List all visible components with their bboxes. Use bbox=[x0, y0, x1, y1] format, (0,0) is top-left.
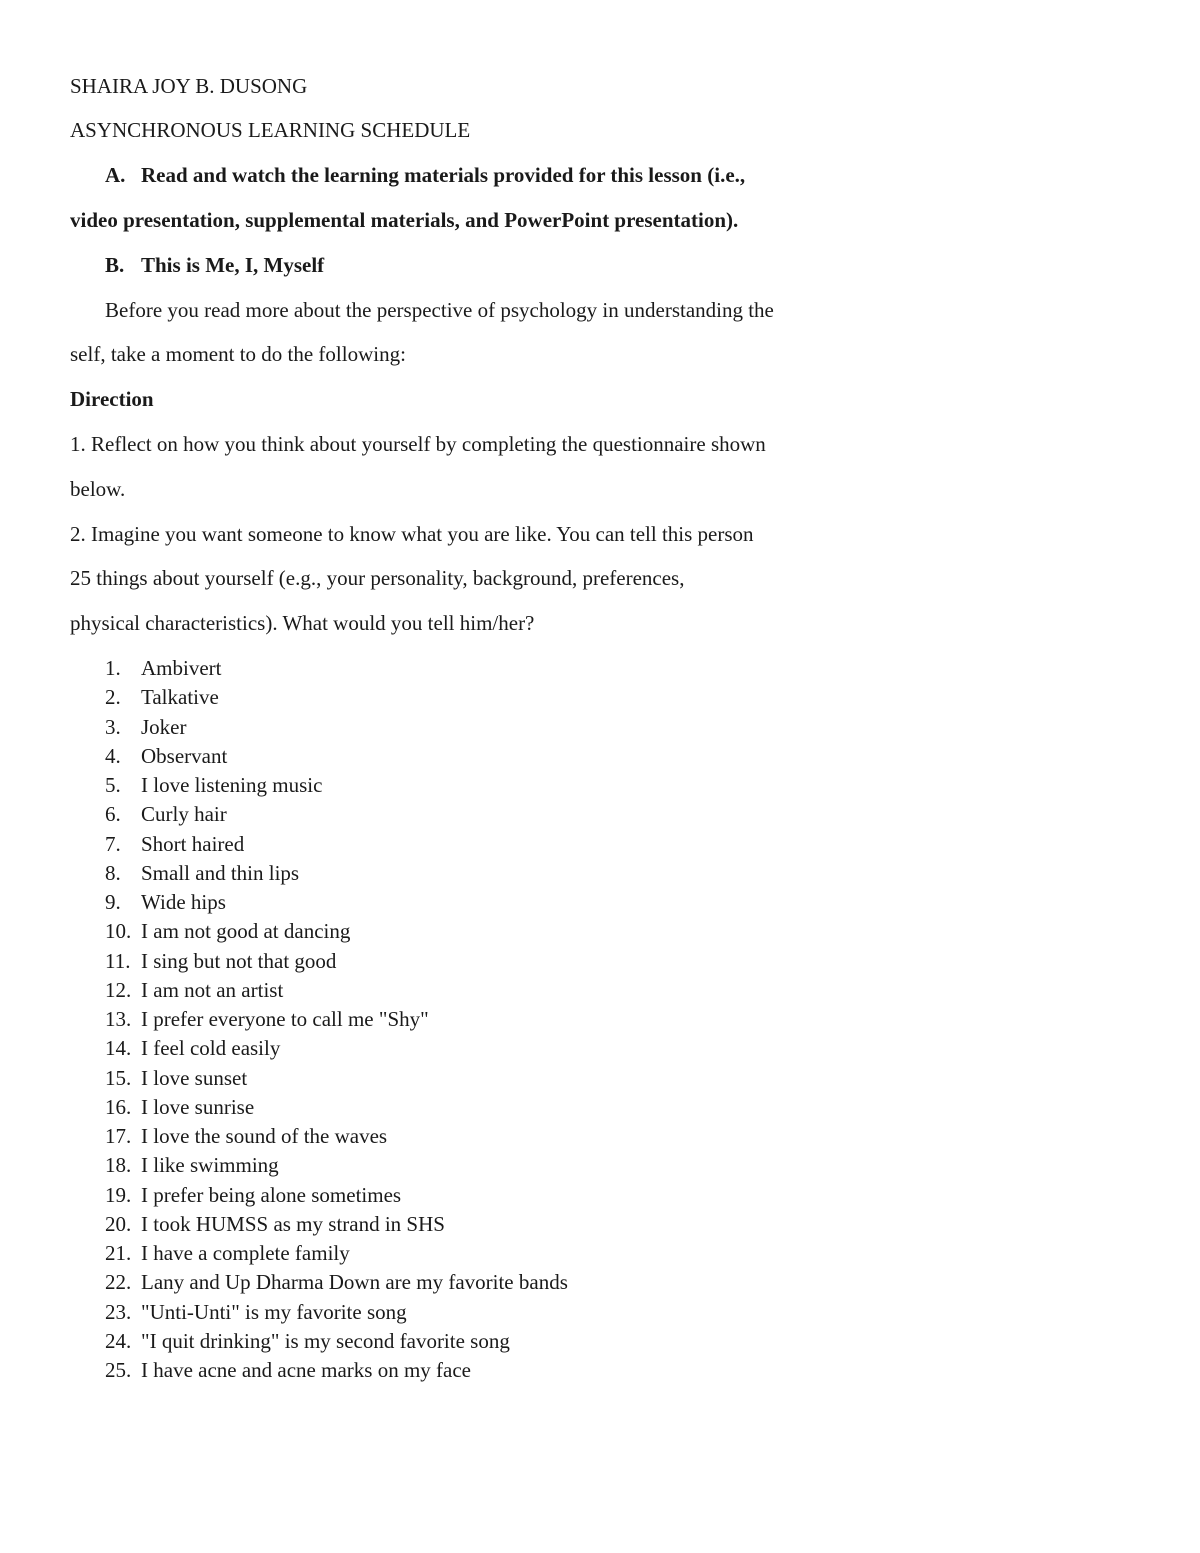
list-item: 15. I love sunset bbox=[105, 1065, 248, 1090]
intro-line1: Before you read more about the perspective of psychology in understanding the bbox=[105, 298, 774, 322]
list-item: 4. Observant bbox=[105, 743, 228, 768]
direction-heading: Direction bbox=[70, 387, 154, 411]
list-item: 3. Joker bbox=[105, 714, 187, 739]
answers-list bbox=[105, 654, 568, 1385]
list-item: 13. I prefer everyone to call me "Shy" bbox=[105, 1007, 429, 1031]
schedule-title: ASYNCHRONOUS LEARNING SCHEDULE bbox=[70, 118, 471, 142]
list-item: 24. "I quit drinking" is my second favorite song bbox=[105, 1328, 510, 1353]
list-item: 14. I feel cold easily bbox=[105, 1036, 281, 1061]
section-b-title: This is Me, I, Myself bbox=[141, 253, 325, 277]
direction-item2-line1: 2. Imagine you want someone to know what you are like. You can tell this person bbox=[70, 522, 754, 546]
section-b-heading bbox=[105, 251, 324, 279]
list-item: 19. I prefer being alone sometimes bbox=[105, 1182, 402, 1207]
list-item: 12. I am not an artist bbox=[105, 977, 284, 1002]
list-item: 1. Ambivert bbox=[105, 656, 222, 680]
list-item: 7. Short haired bbox=[105, 831, 245, 856]
section-a-marker: A. bbox=[105, 163, 126, 187]
list-item: 2. Talkative bbox=[105, 685, 219, 710]
direction-item2-line2: 25 things about yourself (e.g., your personality, background, preferences, bbox=[70, 566, 685, 590]
list-item: 25. I have acne and acne marks on my face bbox=[105, 1358, 471, 1382]
list-item: 11. I sing but not that good bbox=[105, 948, 337, 973]
list-item: 17. I love the sound of the waves bbox=[105, 1124, 388, 1148]
section-b-marker: B. bbox=[105, 253, 125, 277]
list-item: 23. "Unti-Unti" is my favorite song bbox=[105, 1299, 407, 1324]
list-item: 20. I took HUMSS as my strand in SHS bbox=[105, 1211, 445, 1236]
list-item: 10. I am not good at dancing bbox=[105, 919, 351, 944]
section-a-line2: video presentation, supplemental materials, and PowerPoint presentation). bbox=[70, 208, 739, 232]
list-item: 8. Small and thin lips bbox=[105, 860, 300, 885]
list-item: 9. Wide hips bbox=[105, 890, 226, 914]
list-item: 18. I like swimming bbox=[105, 1153, 279, 1178]
section-a-text: Read and watch the learning materials provided for this lesson (i.e., bbox=[141, 163, 746, 187]
intro-line2: self, take a moment to do the following: bbox=[70, 342, 406, 366]
list-item: 22. Lany and Up Dharma Down are my favorite bands bbox=[105, 1270, 568, 1295]
direction-item1-line2: below. bbox=[70, 477, 126, 501]
list-item: 21. I have a complete family bbox=[105, 1241, 350, 1265]
list-item: 5. I love listening music bbox=[105, 773, 323, 797]
list-item: 6. Curly hair bbox=[105, 802, 227, 827]
direction-item1-line1: 1. Reflect on how you think about yourself by completing the questionnaire shown bbox=[70, 432, 766, 456]
list-item: 16. I love sunrise bbox=[105, 1094, 255, 1119]
direction-item2-line3: physical characteristics). What would you tell him/her? bbox=[70, 611, 535, 635]
section-a-line1 bbox=[105, 161, 745, 189]
student-name: SHAIRA JOY B. DUSONG bbox=[70, 74, 308, 98]
